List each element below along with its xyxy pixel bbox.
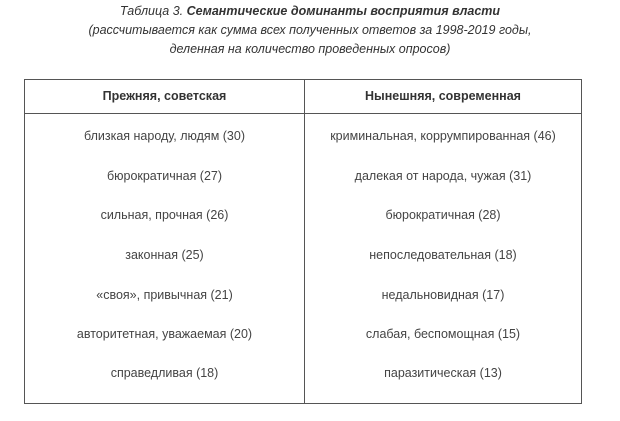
table-cell: бюрократичная (28) — [385, 208, 501, 222]
table-cell: недальновидная (17) — [381, 288, 505, 302]
caption-line-2: (рассчитывается как сумма всех полученных ответов за 1998-2019 годы, — [88, 23, 532, 37]
table-cell: криминальная, коррумпированная (46) — [330, 129, 556, 143]
table-cell: далекая от народа, чужая (31) — [354, 169, 532, 183]
table-cell: бюрократичная (27) — [106, 169, 223, 183]
table-cell: паразитическая (13) — [384, 366, 502, 380]
table-cell: близкая народу, людям (30) — [83, 129, 246, 143]
table-cell: сильная, прочная (26) — [100, 208, 229, 222]
caption-title: Семантические доминанты восприятия власти — [186, 4, 501, 18]
header-former-soviet: Прежняя, советская — [102, 89, 227, 103]
caption-label: Таблица 3. — [119, 4, 184, 18]
table-cell: авторитетная, уважаемая (20) — [76, 327, 253, 341]
dominants-table — [24, 79, 582, 404]
header-current-modern: Нынешняя, современная — [365, 89, 521, 103]
table-cell: законная (25) — [125, 248, 204, 262]
table-cell: слабая, беспомощная (15) — [365, 327, 521, 341]
column-current-modern — [305, 80, 581, 403]
table-cell: справедливая (18) — [110, 366, 219, 380]
column-former-soviet — [25, 80, 304, 403]
table-cell: непоследовательная (18) — [369, 248, 517, 262]
table-cell: «своя», привычная (21) — [96, 288, 233, 302]
caption-line-1 — [0, 2, 620, 21]
caption-line-3: деленная на количество проведенных опросов) — [169, 42, 451, 56]
table-caption — [0, 2, 620, 59]
